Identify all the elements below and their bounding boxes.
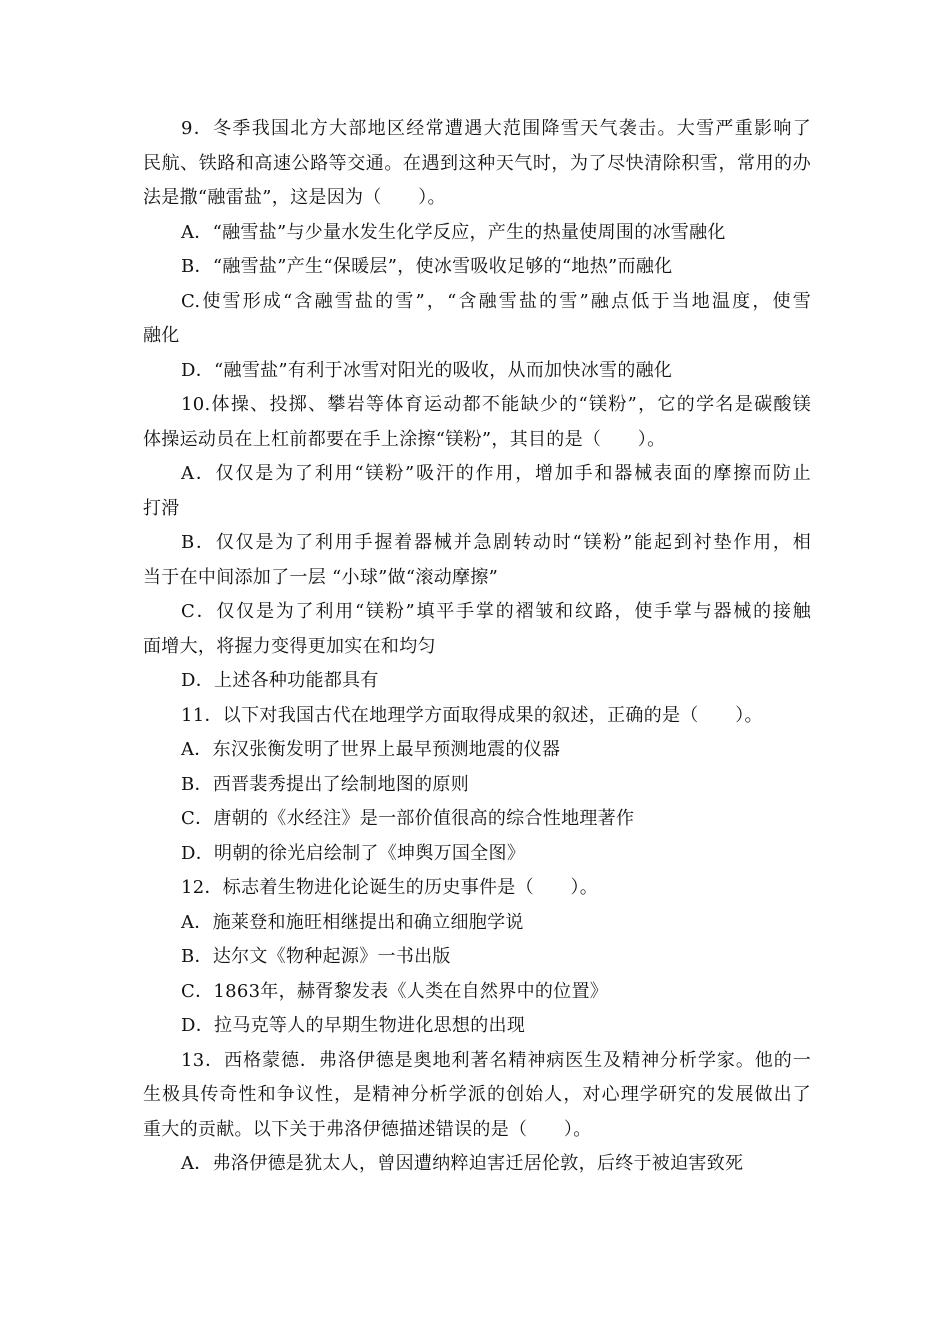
question-stem-line: 法是撒“融雷盐”，这是因为（ ）。 xyxy=(143,187,446,208)
question-stem-line: 重大的贡献。以下关于弗洛伊德描述错误的是（ ）。 xyxy=(143,1118,592,1140)
question-10 xyxy=(143,388,811,699)
option-c: C．1863年，赫胥黎发表《人类在自然界中的位置》 xyxy=(181,980,609,1002)
exam-questions xyxy=(143,112,811,1182)
option-d: D．“融雪盐”有利于冰雪对阳光的吸收，从而加快冰雪的融化 xyxy=(181,359,673,381)
question-stem-line: 10.体操、投掷、攀岩等体育运动都不能缺少的“镁粉”，它的学名是碳酸镁 xyxy=(181,394,811,415)
option-c: C．唐朝的《水经注》是一部价值很高的综合性地理著作 xyxy=(181,808,635,829)
question-stem-line: 民航、铁路和高速公路等交通。在遇到这种天气时，为了尽快清除积雪，常用的办 xyxy=(143,152,811,174)
question-stem-line: 体操运动员在上杠前都要在手上涂擦“镁粉”，其目的是（ ）。 xyxy=(143,428,666,450)
question-stem-line: 12．标志着生物进化论诞生的历史事件是（ ）。 xyxy=(181,877,599,898)
option-b-continuation: 当于在中间添加了一层 “小球”做“滚动摩擦” xyxy=(143,566,499,588)
option-b: B．“融雪盐”产生“保暖层”，使冰雪吸收足够的“地热”而融化 xyxy=(181,256,673,277)
option-a: A．施莱登和施旺相继提出和确立细胞学说 xyxy=(181,911,524,933)
question-11 xyxy=(143,699,811,872)
option-b: B．达尔文《物种起源》一书出版 xyxy=(181,946,451,967)
option-c: C.使雪形成“含融雪盐的雪”，“含融雪盐的雪”融点低于当地温度，使雪 xyxy=(181,290,811,312)
option-a: A．“融雪盐”与少量水发生化学反应，产生的热量使周围的冰雪融化 xyxy=(181,221,726,243)
question-stem-line: 11．以下对我国古代在地理学方面取得成果的叙述，正确的是（ ）。 xyxy=(181,704,763,726)
option-b: B．西晋裴秀提出了绘制地图的原则 xyxy=(181,773,470,795)
question-stem-line: 9．冬季我国北方大部地区经常遭遇大范围降雪天气袭击。大雪严重影响了 xyxy=(181,118,811,139)
option-a-continuation: 打滑 xyxy=(143,497,180,519)
option-d: D．明朝的徐光启绘制了《坤舆万国全图》 xyxy=(181,842,526,864)
option-a: A．仅仅是为了利用“镁粉”吸汗的作用，增加手和器械表面的摩擦而防止 xyxy=(181,463,811,484)
option-a: A．东汉张衡发明了世界上最早预测地震的仪器 xyxy=(181,739,561,760)
option-a: A．弗洛伊德是犹太人，曾因遭纳粹迫害迁居伦敦，后终于被迫害致死 xyxy=(181,1153,744,1174)
option-c: C．仅仅是为了利用“镁粉”填平手掌的褶皱和纹路，使手掌与器械的接触 xyxy=(181,601,811,622)
question-stem-line: 13．西格蒙德．弗洛伊德是奥地利著名精神病医生及精神分析学家。他的一 xyxy=(181,1049,811,1071)
question-12 xyxy=(143,871,811,1044)
option-d: D．上述各种功能都具有 xyxy=(181,670,379,691)
question-9 xyxy=(143,112,811,388)
question-stem-line: 生极具传奇性和争议性，是精神分析学派的创始人，对心理学研究的发展做出了 xyxy=(143,1084,811,1105)
option-c-continuation: 面增大，将握力变得更加实在和均匀 xyxy=(143,635,436,657)
question-13 xyxy=(143,1044,811,1182)
option-b: B．仅仅是为了利用手握着器械并急剧转动时“镁粉”能起到衬垫作用，相 xyxy=(181,532,811,553)
option-d: D．拉马克等人的早期生物进化思想的出现 xyxy=(181,1015,526,1036)
option-c-continuation: 融化 xyxy=(143,325,180,346)
